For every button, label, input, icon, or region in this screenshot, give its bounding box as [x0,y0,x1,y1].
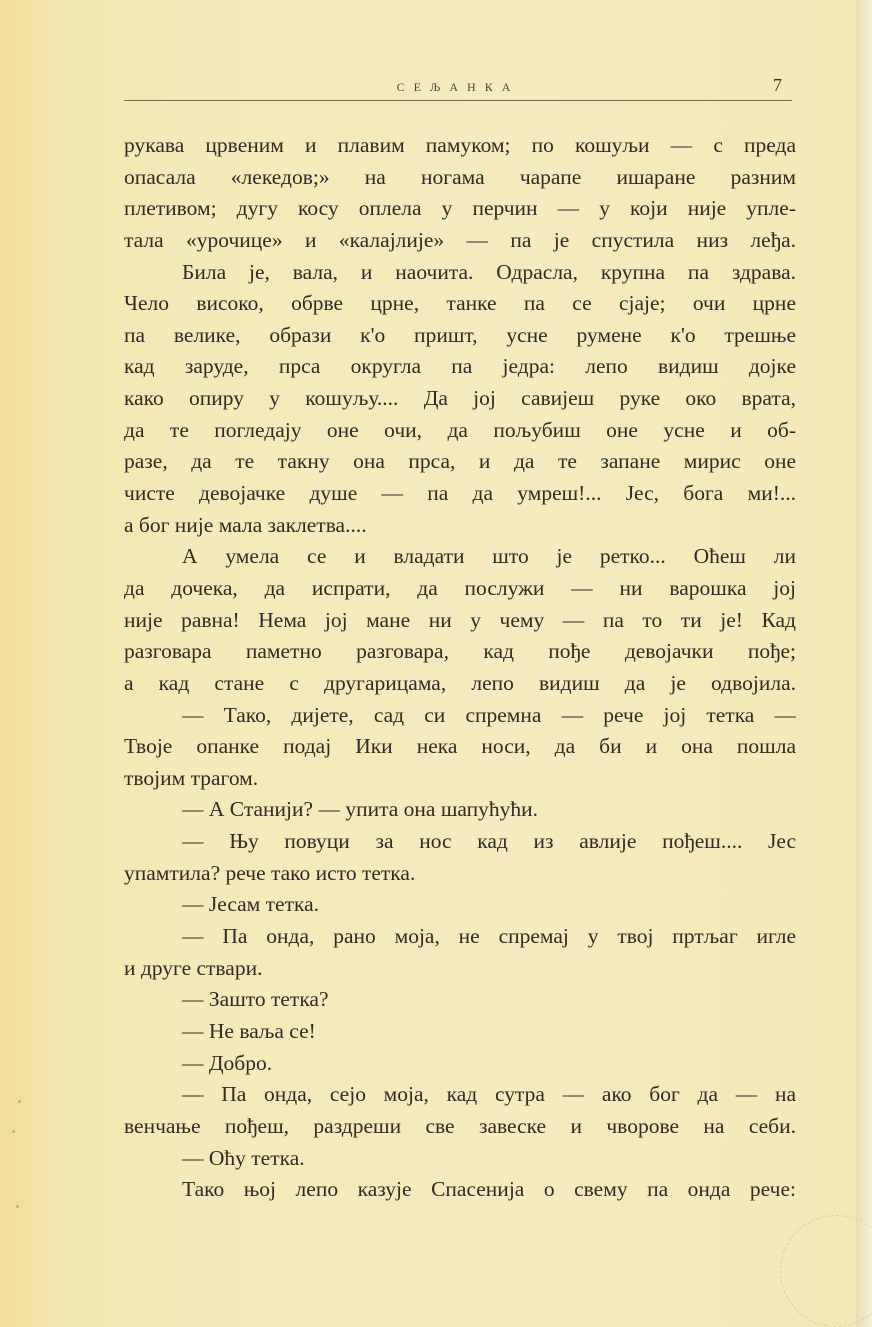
text-line: чисте девојачке душе — па да умреш!... Јес, бога ми!... [124,481,796,506]
paragraph-start-line: — Јесам тетка. [182,892,320,917]
text-line: и друге ствари. [124,955,263,980]
library-stamp-mark [780,1215,872,1327]
text-line: плетивом; дугу косу оплела у перчин — у који није упле- [124,196,796,221]
text-line: а кад стане с другарицама, лепо видиш да је одвојила. [124,670,796,695]
paragraph-start-line: Била је, вала, и наочита. Одрасла, крупна па здрава. [182,259,796,284]
paragraph-start-line: — Па онда, рано моја, не спремај у твој пртљаг игле [182,924,796,949]
running-title: СЕЉАНКА [396,80,520,94]
paper-speck [16,1205,19,1208]
text-line: рукава црвеним и плавим памуком; по кошуљи — с преда [124,133,796,157]
text-line: Твоје опанке подај Ики нека носи, да би и она пошла [124,734,796,759]
text-line: разговара паметно разговара, кад пође девојачки пође; [124,639,796,664]
paragraph-start-line: — Оћу тетка. [182,1145,305,1170]
paragraph-start-line: Тако њој лепо казује Спасенија о свему па онда рече: [182,1177,796,1202]
text-line: разе, да те такну она прса, и да те запане мирис оне [124,449,796,474]
paragraph-start-line: — Добро. [182,1050,273,1075]
body-text [124,130,796,1206]
page-gutter [856,0,872,1327]
text-line: да дочека, да испрати, да послужи — ни варошка јој [124,575,796,600]
paragraph-start-line: — Не ваља се! [182,1018,316,1043]
text-line: па велике, образи к'о пришт, усне румене к'о трешње [124,322,796,347]
text-line: није равна! Нема јој мане ни у чему — па то ти је! Кад [124,607,796,632]
paragraph-start-line: — Па онда, сејо моја, кад сутра — ако бог да — на [182,1082,796,1107]
paragraph-start-line: — Тако, дијете, сад си спремна — рече јој тетка — [182,702,796,727]
page-number: 7 [773,75,782,95]
text-line: тала «урочице» и «калајлије» — па је спустила низ леђа. [124,227,796,252]
paragraph-start-line: — Зашто тетка? [182,987,329,1012]
text-line: твојим трагом. [124,765,259,790]
text-line: како опиру у кошуљу.... Да јој савијеш руке око врата, [124,386,796,411]
text-line: а бог није мала заклетва.... [124,512,367,537]
text-line: венчање пођеш, раздреши све завеске и чворове на себи. [124,1113,796,1138]
paper-speck [12,1130,15,1133]
text-line: кад заруде, прса округла па једра: лепо видиш дојке [124,354,796,379]
text-line: опасала «лекедов;» на ногама чарапе ишаране разним [124,164,796,189]
header-rule [124,100,792,101]
paragraph-start-line: — А Станији? — упита она шапућући. [182,797,539,822]
text-line: Чело високо, обрве црне, танке па се сјаје; очи црне [124,291,796,316]
paper-speck [18,1100,21,1103]
text-line: да те погледају оне очи, да пољубиш оне усне и об- [124,417,796,442]
paragraph-start-line: — Њу повуци за нос кад из авлије пођеш.... Јес [182,829,796,854]
text-line: упамтила? рече тако исто тетка. [124,860,416,885]
paragraph-start-line: А умела се и владати што је ретко... Оћеш ли [182,544,796,569]
page-header [124,72,792,100]
